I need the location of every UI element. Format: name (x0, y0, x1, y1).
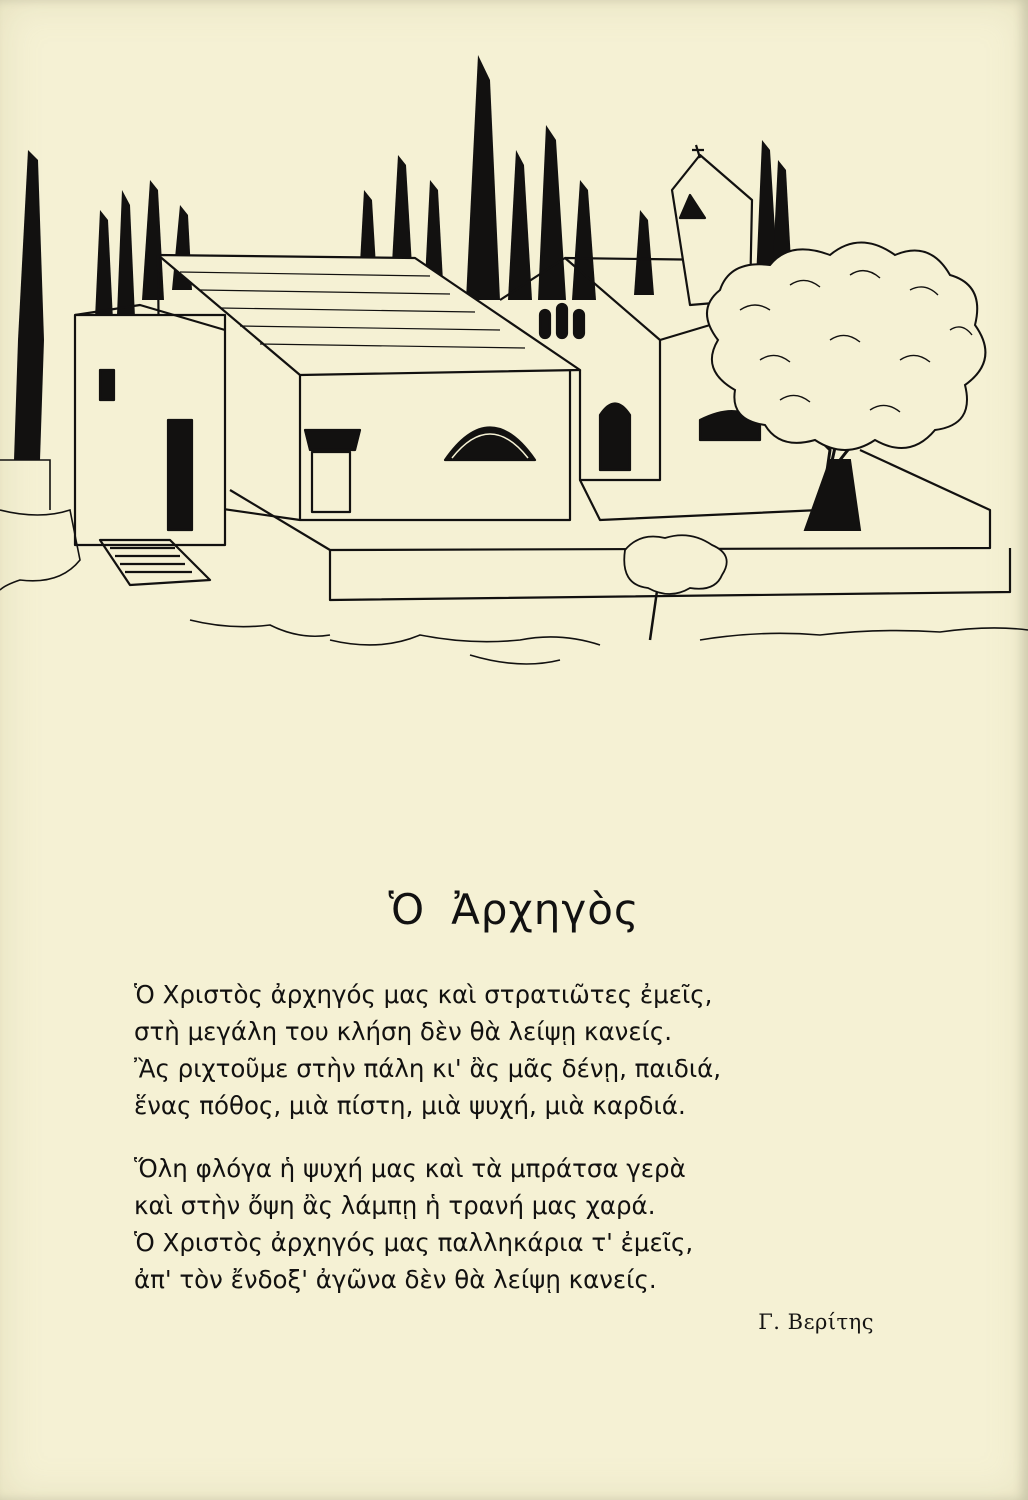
poem-line: Ὁ Χριστὸς ἀρχηγός μας καὶ στρατιῶτες ἐμεῖς, (134, 980, 713, 1009)
poem-title-word-2: Ἀρχηγὸς (451, 885, 640, 934)
small-tree (624, 535, 726, 640)
poem-line: στὴ μεγάλη του κλήση δὲν θὰ λείψῃ κανείς. (134, 1017, 673, 1046)
poem-line: ἀπ' τὸν ἔνδοξ' ἀγῶνα δὲν θὰ λείψῃ κανείς. (134, 1265, 657, 1294)
poem-stanza-1 (134, 976, 834, 1124)
poem-title (0, 885, 1028, 934)
poem-line: Ἂς ριχτοῦμε στὴν πάλη κι' ἂς μᾶς δένῃ, παιδιά, (134, 1054, 722, 1083)
poem-line: Ὅλη φλόγα ἡ ψυχή μας καὶ τὰ μπράτσα γερὰ (134, 1154, 686, 1183)
olive-tree (707, 243, 985, 531)
poem-stanza-2 (134, 1150, 834, 1298)
poem-title-word-1: Ὁ (388, 885, 426, 934)
chapel-illustration (0, 40, 1028, 700)
poem-line: ἕνας πόθος, μιὰ πίστη, μιὰ ψυχή, μιὰ καρδιά. (134, 1091, 686, 1120)
poem-line: καὶ στὴν ὄψη ἂς λάμπῃ ἡ τρανή μας χαρά. (134, 1191, 656, 1220)
poem-line: Ὁ Χριστὸς ἀρχηγός μας παλληκάρια τ' ἐμεῖς, (134, 1228, 694, 1257)
poem-author: Γ. Βερίτης (758, 1310, 874, 1334)
